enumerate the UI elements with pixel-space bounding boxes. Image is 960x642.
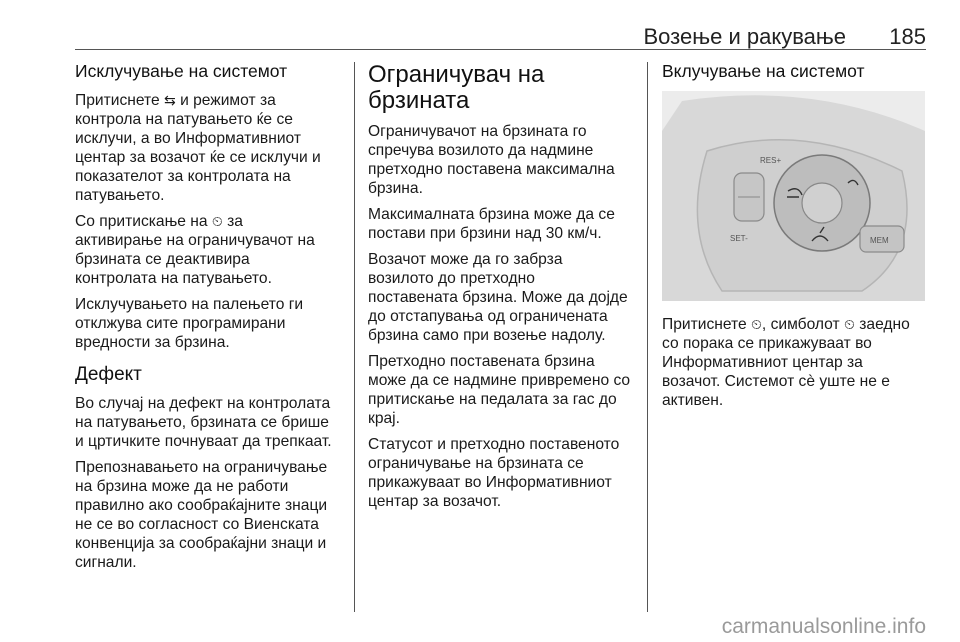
text-span: за активирање на ограничувачот на брзината се деактивира контролата на патувањето. xyxy=(75,213,315,287)
section-title: Возење и ракување xyxy=(643,24,846,49)
speed-limiter-icon: ⏲ xyxy=(844,316,855,332)
text-span: Притиснете xyxy=(75,92,160,109)
heading-fault: Дефект xyxy=(75,364,142,385)
paragraph xyxy=(75,212,345,288)
set-label: SET- xyxy=(730,234,748,243)
paragraph: Во случај на дефект на контролата на патувањето, брзината се брише и цртичките почнуваат да трепкаат. xyxy=(75,395,332,450)
column-2 xyxy=(368,62,638,518)
paragraph: Ограничувачот на брзината го спречува возилото да надмине претходно поставена максимална брзина. xyxy=(368,123,615,197)
paragraph: Статусот и претходно поставеното ограничување на брзината се прикажуваат во Информативниот центар за возачот. xyxy=(368,436,620,510)
column-divider-1 xyxy=(354,62,355,612)
page-number: 185 xyxy=(889,24,926,49)
steering-wheel-controls-image xyxy=(662,91,925,301)
res-label: RES+ xyxy=(760,156,782,165)
column-3 xyxy=(662,62,932,417)
header-rule xyxy=(75,49,926,50)
steering-wheel-illustration xyxy=(662,91,925,301)
paragraph: Максималната брзина може да се постави при брзини над 30 км/ч. xyxy=(368,206,615,242)
text-span: заедно со порака се прикажуваат во Информативниот центар за возачот. Системот сè уште не е активен. xyxy=(662,316,910,409)
paragraph: Претходно поставената брзина може да се надмине привремено со притискање на педалата за гас до крај. xyxy=(368,353,631,427)
watermark: carmanualsonline.info xyxy=(721,615,926,638)
text-span: Со притискање на xyxy=(75,213,208,230)
column-divider-2 xyxy=(647,62,648,612)
speed-limiter-icon: ⏲ xyxy=(211,213,223,229)
text-span: и режимот за контрола на патувањето ќе се исклучи, а во Информативниот центар за возачот ќе се исклучи и показателот за контролата на патувањето. xyxy=(75,92,321,204)
paragraph xyxy=(75,91,345,205)
mem-label: MEM xyxy=(870,236,889,245)
paragraph xyxy=(662,315,932,410)
heading-enable-system: Вклучување на системот xyxy=(662,61,865,81)
paragraph: Исклучувањето на палењето ги отклжува сите програмирани вредности за брзина. xyxy=(75,296,304,351)
speed-limiter-icon: ⏲ xyxy=(751,316,762,332)
text-span: Притиснете xyxy=(662,316,747,333)
heading-speed-limiter: Ограничувач на брзината xyxy=(368,61,545,114)
paragraph: Препознавањето на ограничување на брзина може да не работи правилно ако сообраќајните знаци не се во согласност со Виенската конвенција за сообраќајни знаци и сигнали. xyxy=(75,459,328,571)
paragraph: Возачот може да го забрза возилото до претходно поставената брзина. Може да дојде до отстапувања од ограничената брзина само при возење надолу. xyxy=(368,251,628,344)
cruise-control-icon: ⇆ xyxy=(164,92,176,108)
column-1 xyxy=(75,62,345,579)
text-span: , симболот xyxy=(761,316,840,333)
heading-disable-system: Исклучување на системот xyxy=(75,61,288,81)
